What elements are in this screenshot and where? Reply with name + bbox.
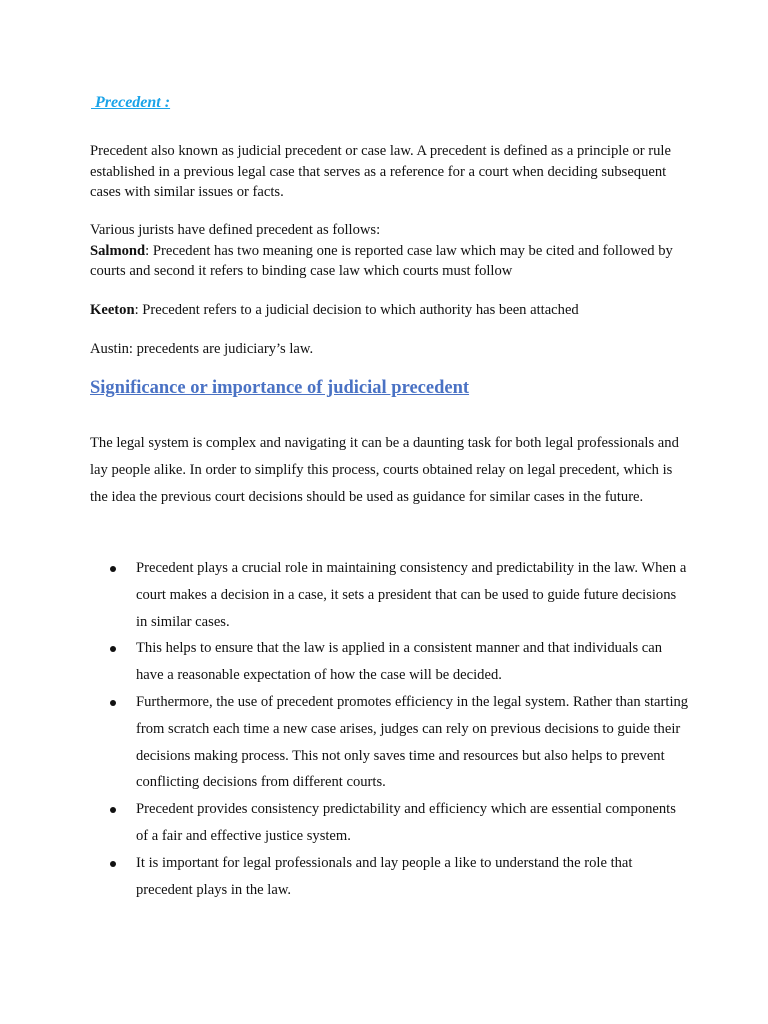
significance-bullet-list [90, 555, 690, 903]
keeton-name: Keeton [90, 302, 135, 318]
list-item [90, 555, 690, 635]
bullet-icon [110, 861, 116, 867]
significance-heading: Significance or importance of judicial precedent [90, 378, 470, 398]
precedent-definition-paragraph: Precedent also known as judicial precedent or case law. A precedent is defined as a principle or rule established in a previous legal case that serves as a reference for a court when deciding subsequent cases with similar issues or facts. [90, 143, 671, 200]
bullet-icon [110, 700, 116, 706]
precedent-heading: Precedent : [91, 94, 171, 111]
list-item-text: It is important for legal professionals and lay people a like to understand the role that precedent plays in the law. [136, 854, 633, 898]
list-item [90, 796, 690, 850]
list-item [90, 635, 690, 689]
jurists-intro-text: Various jurists have defined precedent as follows: [90, 222, 381, 238]
bullet-icon [110, 646, 116, 652]
austin-paragraph: Austin: precedents are judiciary’s law. [90, 341, 314, 357]
keeton-paragraph [90, 300, 680, 321]
keeton-definition: : Precedent refers to a judicial decision to which authority has been attached [134, 302, 579, 318]
list-item-text: Furthermore, the use of precedent promotes efficiency in the legal system. Rather than starting from scratch each time a new case arises, judges can rely on previous decisions to guide their decisions making process. This not only saves time and resources but also helps to prevent conflicting decisions from different courts. [136, 693, 689, 791]
salmond-definition: : Precedent has two meaning one is reported case law which may be cited and followed by courts and second it refers to binding case law which courts must follow [90, 242, 673, 279]
list-item-text: Precedent plays a crucial role in maintaining consistency and predictability in the law. When a court makes a decision in a case, it sets a president that can be used to guide future decisions in similar cases. [136, 560, 687, 630]
list-item [90, 689, 690, 796]
salmond-name: Salmond [90, 242, 146, 259]
list-item-text: Precedent provides consistency predictability and efficiency which are essential components of a fair and effective justice system. [136, 801, 676, 844]
jurists-paragraph [90, 220, 680, 282]
bullet-icon [110, 566, 116, 572]
bullet-icon [110, 807, 116, 813]
legal-system-paragraph: The legal system is complex and navigating it can be a daunting task for both legal professionals and lay people alike. In order to simplify this process, courts obtained relay on legal precedent, which is the idea the previous court decisions should be used as guidance for similar cases in the future. [90, 435, 679, 505]
list-item-text: This helps to ensure that the law is applied in a consistent manner and that individuals can have a reasonable expectation of how the case will be decided. [136, 640, 663, 684]
list-item [90, 850, 690, 904]
